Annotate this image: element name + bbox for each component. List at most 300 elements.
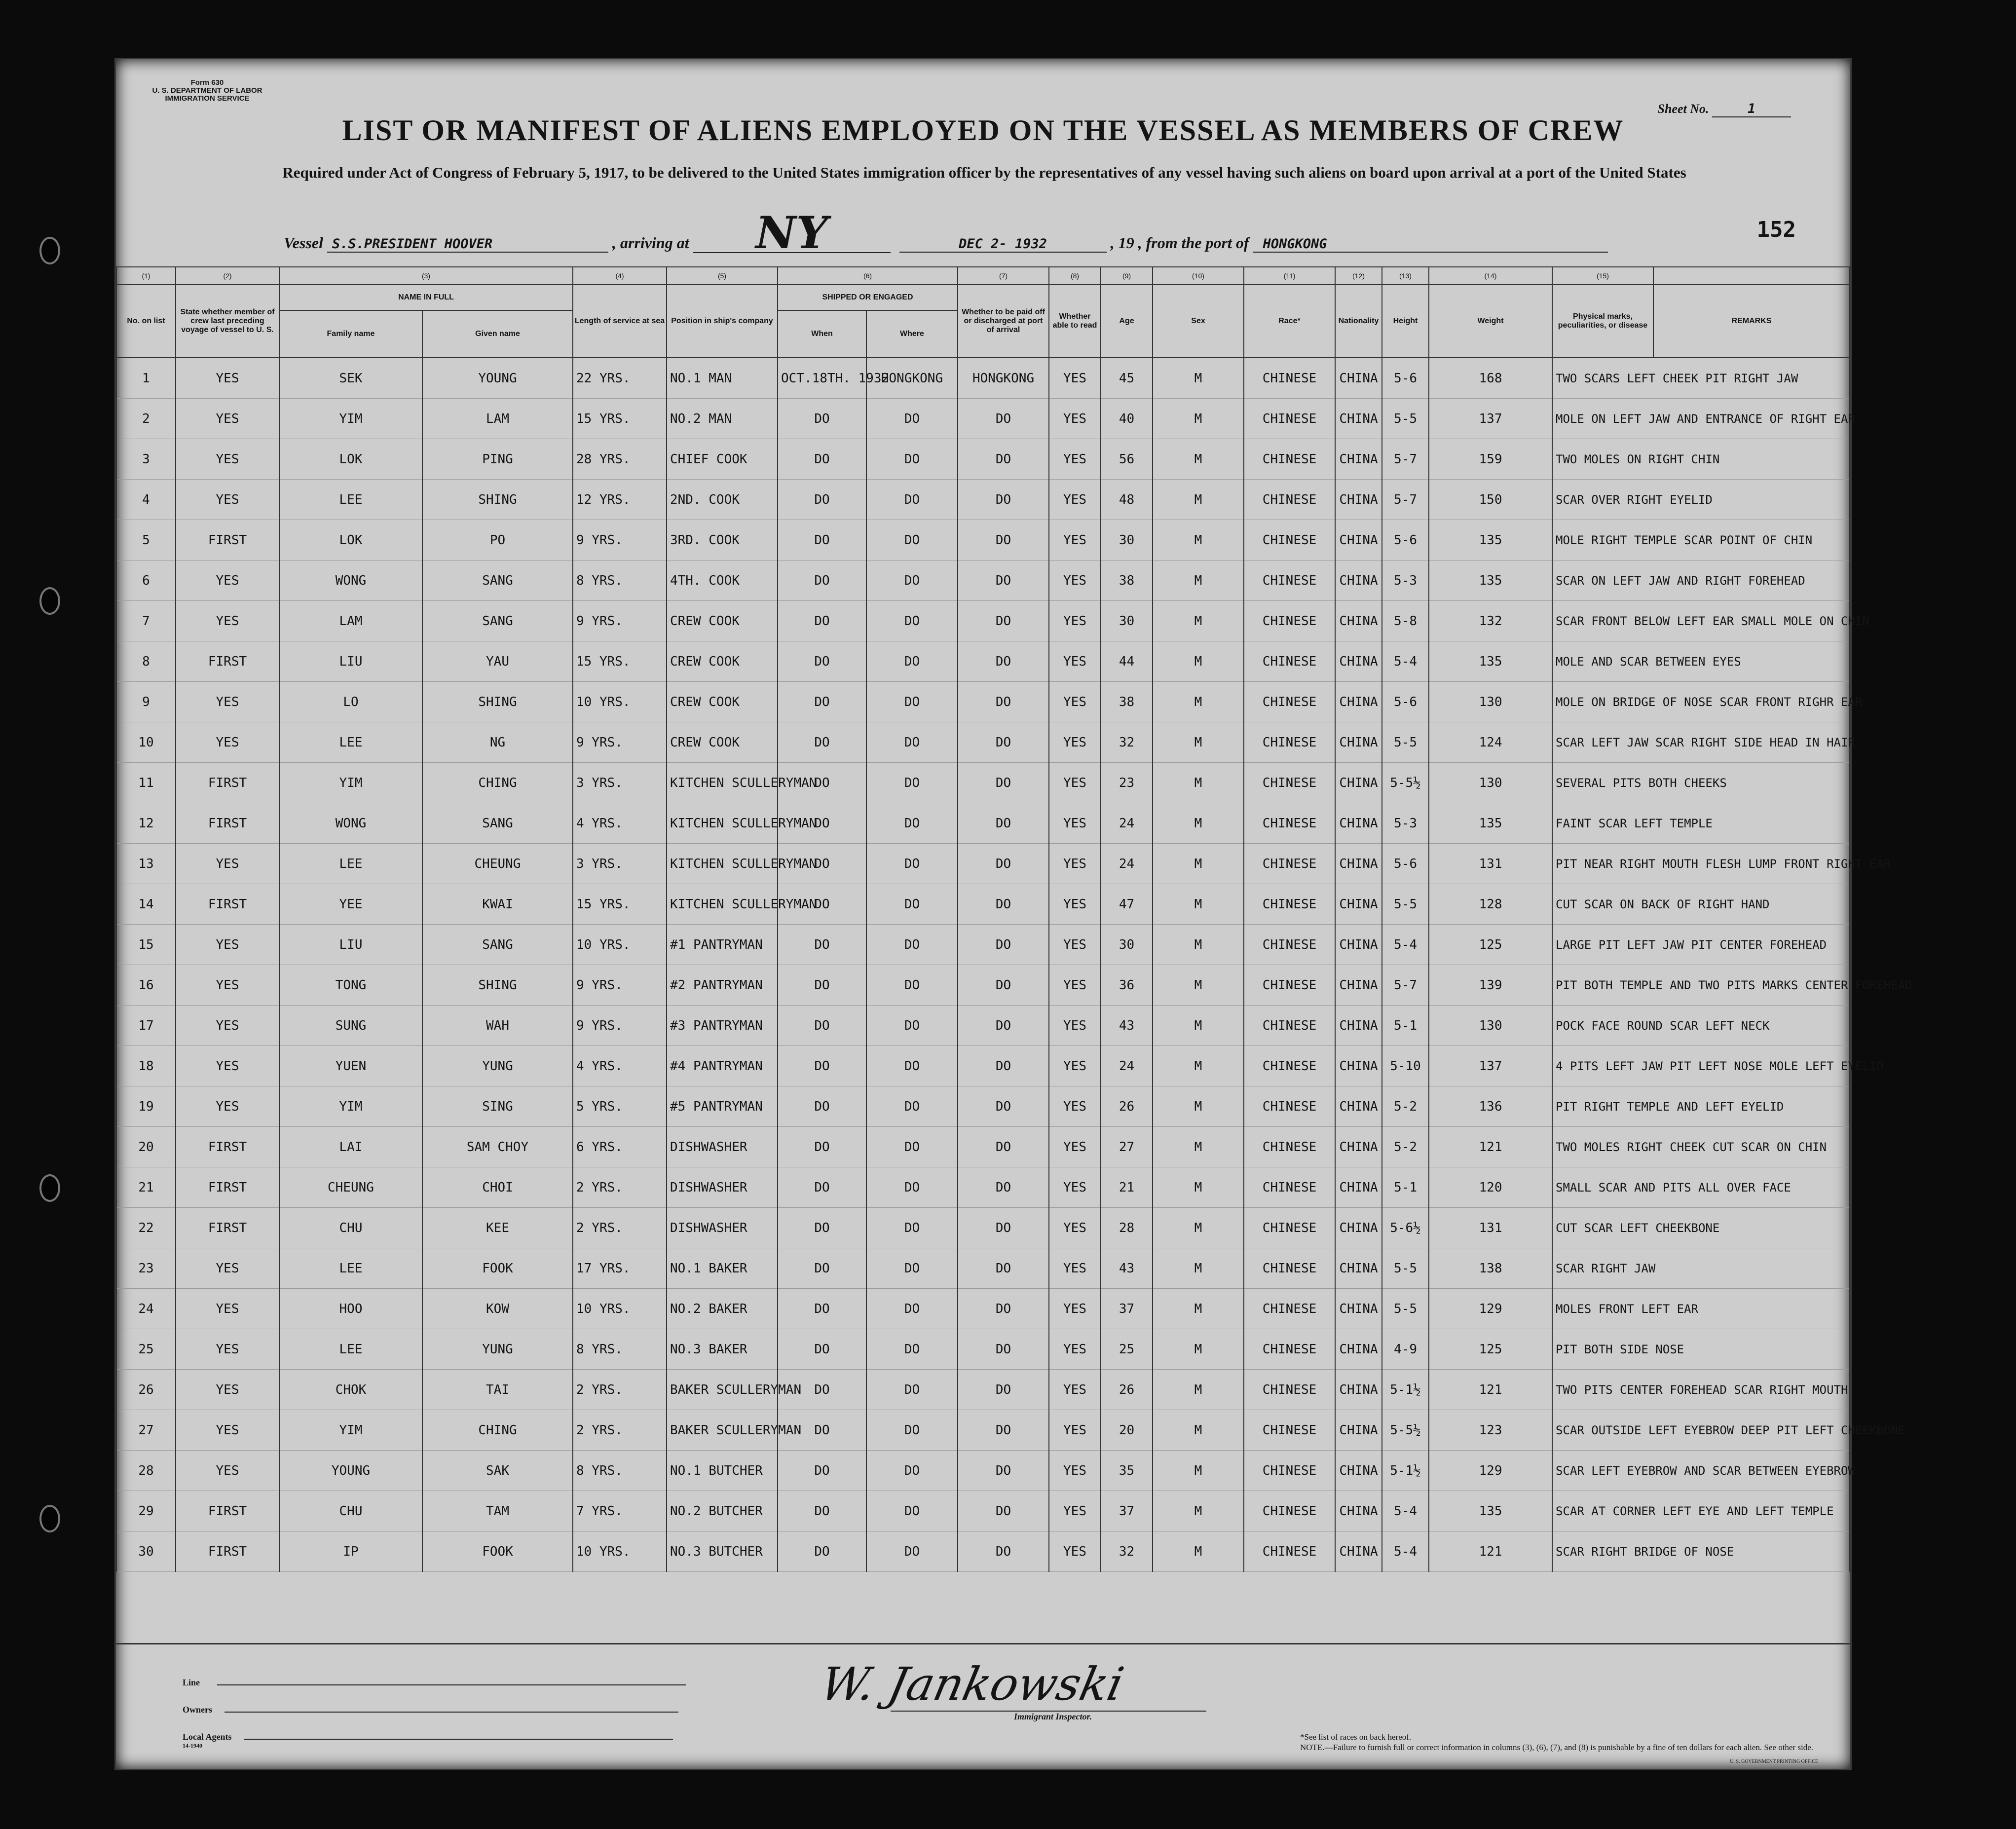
nationality: CHINA [1335, 1167, 1382, 1208]
paid-off-port: DO [958, 1006, 1049, 1046]
physical-marks: TWO PITS CENTER FOREHEAD SCAR RIGHT MOUTH [1552, 1370, 1850, 1410]
able-to-read: YES [1049, 560, 1101, 601]
header-position: Position in ship's company [667, 285, 778, 358]
paid-off-port: DO [958, 1127, 1049, 1167]
table-row [116, 1329, 1850, 1370]
table-row [116, 1006, 1850, 1046]
table-row [116, 682, 1850, 722]
shipped-when: DO [778, 601, 866, 641]
given-name: WAH [422, 1006, 573, 1046]
line-label: Line [183, 1678, 200, 1687]
sex: M [1153, 803, 1244, 844]
colnum-remarks [1653, 267, 1850, 285]
nationality: CHINA [1335, 803, 1382, 844]
sex: M [1153, 1046, 1244, 1086]
table-row [116, 965, 1850, 1006]
able-to-read: YES [1049, 1531, 1101, 1572]
shipped-where: DO [866, 439, 958, 480]
paid-off-port: DO [958, 682, 1049, 722]
shipped-when: DO [778, 1006, 866, 1046]
physical-marks: SCAR RIGHT BRIDGE OF NOSE [1552, 1531, 1850, 1572]
crew-status: YES [176, 1410, 279, 1451]
family-name: WONG [279, 803, 422, 844]
row-number: 19 [116, 1086, 176, 1127]
physical-marks: SEVERAL PITS BOTH CHEEKS [1552, 763, 1850, 803]
able-to-read: YES [1049, 884, 1101, 925]
length-of-service: 3 YRS. [573, 844, 667, 884]
table-row [116, 1208, 1850, 1248]
family-name: YIM [279, 399, 422, 439]
able-to-read: YES [1049, 1370, 1101, 1410]
shipped-where: DO [866, 1370, 958, 1410]
length-of-service: 10 YRS. [573, 1531, 667, 1572]
paid-off-port: DO [958, 1329, 1049, 1370]
height: 5-5½ [1382, 1410, 1429, 1451]
nationality: CHINA [1335, 1329, 1382, 1370]
weight: 125 [1429, 925, 1552, 965]
physical-marks: PIT BOTH TEMPLE AND TWO PITS MARKS CENTER FOREHEAD [1552, 965, 1850, 1006]
colnum-3: (3) [279, 267, 573, 285]
crew-status: YES [176, 1046, 279, 1086]
race: CHINESE [1244, 1451, 1335, 1491]
able-to-read: YES [1049, 722, 1101, 763]
shipped-where: DO [866, 560, 958, 601]
age: 26 [1101, 1370, 1153, 1410]
crew-status: FIRST [176, 1531, 279, 1572]
crew-status: YES [176, 560, 279, 601]
length-of-service: 10 YRS. [573, 682, 667, 722]
colnum-11: (11) [1244, 267, 1335, 285]
header-paid-off: Whether to be paid off or discharged at port of arrival [958, 285, 1049, 358]
crew-status: YES [176, 399, 279, 439]
height: 5-1 [1382, 1167, 1429, 1208]
row-number: 2 [116, 399, 176, 439]
table-row [116, 722, 1850, 763]
able-to-read: YES [1049, 1167, 1101, 1208]
age: 28 [1101, 1208, 1153, 1248]
weight: 135 [1429, 560, 1552, 601]
table-row [116, 1531, 1850, 1572]
crew-status: FIRST [176, 1208, 279, 1248]
paid-off-port: DO [958, 480, 1049, 520]
shipped-where: DO [866, 803, 958, 844]
race: CHINESE [1244, 1289, 1335, 1329]
height: 5-2 [1382, 1127, 1429, 1167]
age: 38 [1101, 560, 1153, 601]
race: CHINESE [1244, 1329, 1335, 1370]
shipped-when: DO [778, 1208, 866, 1248]
able-to-read: YES [1049, 1248, 1101, 1289]
height: 5-7 [1382, 439, 1429, 480]
sex: M [1153, 925, 1244, 965]
table-row [116, 358, 1850, 399]
ship-position: KITCHEN SCULLERYMAN [667, 803, 778, 844]
family-name: LEE [279, 722, 422, 763]
age: 26 [1101, 1086, 1153, 1127]
age: 27 [1101, 1127, 1153, 1167]
family-name: CHEUNG [279, 1167, 422, 1208]
weight: 137 [1429, 1046, 1552, 1086]
given-name: CHING [422, 1410, 573, 1451]
crew-status: YES [176, 1451, 279, 1491]
header-where: Where [866, 310, 958, 358]
length-of-service: 2 YRS. [573, 1208, 667, 1248]
crew-status: YES [176, 601, 279, 641]
given-name: SANG [422, 803, 573, 844]
height: 5-10 [1382, 1046, 1429, 1086]
given-name: SANG [422, 560, 573, 601]
weight: 123 [1429, 1410, 1552, 1451]
height: 5-3 [1382, 560, 1429, 601]
length-of-service: 2 YRS. [573, 1370, 667, 1410]
family-name: TONG [279, 965, 422, 1006]
shipped-where: DO [866, 399, 958, 439]
header-when: When [778, 310, 866, 358]
physical-marks: 4 PITS LEFT JAW PIT LEFT NOSE MOLE LEFT EYELID [1552, 1046, 1850, 1086]
colnum-1: (1) [116, 267, 176, 285]
nationality: CHINA [1335, 844, 1382, 884]
row-number: 27 [116, 1410, 176, 1451]
family-name: YIM [279, 763, 422, 803]
height: 5-7 [1382, 480, 1429, 520]
table-row [116, 641, 1850, 682]
paid-off-port: DO [958, 763, 1049, 803]
row-number: 14 [116, 884, 176, 925]
given-name: YUNG [422, 1046, 573, 1086]
nationality: CHINA [1335, 1046, 1382, 1086]
physical-marks: MOLE AND SCAR BETWEEN EYES [1552, 641, 1850, 682]
given-name: SHING [422, 965, 573, 1006]
paid-off-port: DO [958, 560, 1049, 601]
able-to-read: YES [1049, 358, 1101, 399]
shipped-where: DO [866, 1167, 958, 1208]
height: 5-6½ [1382, 1208, 1429, 1248]
paid-off-port: DO [958, 1289, 1049, 1329]
sex: M [1153, 399, 1244, 439]
age: 32 [1101, 722, 1153, 763]
header-given-name: Given name [422, 310, 573, 358]
age: 25 [1101, 1329, 1153, 1370]
binder-hole [39, 1174, 60, 1202]
height: 5-2 [1382, 1086, 1429, 1127]
ship-position: NO.2 BAKER [667, 1289, 778, 1329]
shipped-when: DO [778, 884, 866, 925]
row-number: 23 [116, 1248, 176, 1289]
row-number: 17 [116, 1006, 176, 1046]
ship-position: NO.3 BUTCHER [667, 1531, 778, 1572]
family-name: LO [279, 682, 422, 722]
crew-status: YES [176, 358, 279, 399]
nationality: CHINA [1335, 1370, 1382, 1410]
crew-status: FIRST [176, 641, 279, 682]
header-sex: Sex [1153, 285, 1244, 358]
weight: 131 [1429, 1208, 1552, 1248]
family-name: LEE [279, 1329, 422, 1370]
sex: M [1153, 1248, 1244, 1289]
ship-position: NO.2 BUTCHER [667, 1491, 778, 1531]
nationality: CHINA [1335, 439, 1382, 480]
crew-status: YES [176, 925, 279, 965]
able-to-read: YES [1049, 1006, 1101, 1046]
sex: M [1153, 682, 1244, 722]
physical-marks: PIT RIGHT TEMPLE AND LEFT EYELID [1552, 1086, 1850, 1127]
weight: 128 [1429, 884, 1552, 925]
able-to-read: YES [1049, 1127, 1101, 1167]
binder-hole [39, 237, 60, 264]
nationality: CHINA [1335, 722, 1382, 763]
able-to-read: YES [1049, 1086, 1101, 1127]
header-name-in-full: NAME IN FULL [279, 285, 573, 310]
paid-off-port: DO [958, 641, 1049, 682]
weight: 129 [1429, 1289, 1552, 1329]
shipped-where: DO [866, 520, 958, 560]
nationality: CHINA [1335, 1127, 1382, 1167]
paid-off-port: DO [958, 1451, 1049, 1491]
race: CHINESE [1244, 844, 1335, 884]
nationality: CHINA [1335, 601, 1382, 641]
race: CHINESE [1244, 1248, 1335, 1289]
length-of-service: 4 YRS. [573, 1046, 667, 1086]
age: 48 [1101, 480, 1153, 520]
shipped-when: DO [778, 1046, 866, 1086]
ship-position: KITCHEN SCULLERYMAN [667, 844, 778, 884]
paid-off-port: DO [958, 1410, 1049, 1451]
header-age: Age [1101, 285, 1153, 358]
table-row [116, 1491, 1850, 1531]
sex: M [1153, 1329, 1244, 1370]
crew-status: YES [176, 722, 279, 763]
age: 20 [1101, 1410, 1153, 1451]
shipped-when: DO [778, 1167, 866, 1208]
crew-status: FIRST [176, 1491, 279, 1531]
ship-position: #4 PANTRYMAN [667, 1046, 778, 1086]
age: 23 [1101, 763, 1153, 803]
physical-marks: TWO MOLES RIGHT CHEEK CUT SCAR ON CHIN [1552, 1127, 1850, 1167]
ship-position: #3 PANTRYMAN [667, 1006, 778, 1046]
race: CHINESE [1244, 399, 1335, 439]
paid-off-port: DO [958, 601, 1049, 641]
sex: M [1153, 480, 1244, 520]
nationality: CHINA [1335, 480, 1382, 520]
physical-marks: MOLE ON BRIDGE OF NOSE SCAR FRONT RIGHR EAR [1552, 682, 1850, 722]
crew-status: YES [176, 1370, 279, 1410]
shipped-where: DO [866, 884, 958, 925]
race: CHINESE [1244, 1208, 1335, 1248]
header-no-on-list: No. on list [116, 285, 176, 358]
age: 38 [1101, 682, 1153, 722]
race: CHINESE [1244, 763, 1335, 803]
family-name: HOO [279, 1289, 422, 1329]
nationality: CHINA [1335, 560, 1382, 601]
shipped-where: DO [866, 1410, 958, 1451]
line-field [183, 1678, 686, 1688]
paid-off-port: DO [958, 439, 1049, 480]
height: 5-6 [1382, 844, 1429, 884]
ship-position: #5 PANTRYMAN [667, 1086, 778, 1127]
ship-position: NO.1 MAN [667, 358, 778, 399]
shipped-when: DO [778, 844, 866, 884]
header-nationality: Nationality [1335, 285, 1382, 358]
weight: 132 [1429, 601, 1552, 641]
shipped-where: DO [866, 601, 958, 641]
row-number: 9 [116, 682, 176, 722]
sex: M [1153, 844, 1244, 884]
ship-position: DISHWASHER [667, 1167, 778, 1208]
from-port-label: , from the port of [1138, 234, 1249, 252]
physical-marks: SMALL SCAR AND PITS ALL OVER FACE [1552, 1167, 1850, 1208]
table-row [116, 925, 1850, 965]
length-of-service: 10 YRS. [573, 1289, 667, 1329]
race: CHINESE [1244, 1006, 1335, 1046]
age: 24 [1101, 844, 1153, 884]
ship-position: DISHWASHER [667, 1127, 778, 1167]
able-to-read: YES [1049, 1289, 1101, 1329]
able-to-read: YES [1049, 763, 1101, 803]
height: 5-1½ [1382, 1451, 1429, 1491]
age: 37 [1101, 1491, 1153, 1531]
table-row [116, 560, 1850, 601]
crew-status: FIRST [176, 884, 279, 925]
header-shipped: SHIPPED OR ENGAGED [778, 285, 958, 310]
row-number: 28 [116, 1451, 176, 1491]
length-of-service: 4 YRS. [573, 803, 667, 844]
row-number: 3 [116, 439, 176, 480]
given-name: CHEUNG [422, 844, 573, 884]
shipped-where: DO [866, 1248, 958, 1289]
shipped-when: DO [778, 1086, 866, 1127]
age: 32 [1101, 1531, 1153, 1572]
ship-position: KITCHEN SCULLERYMAN [667, 763, 778, 803]
row-number: 30 [116, 1531, 176, 1572]
paid-off-port: DO [958, 399, 1049, 439]
weight: 159 [1429, 439, 1552, 480]
age: 56 [1101, 439, 1153, 480]
inspector-signature-block [807, 1658, 1275, 1722]
family-name: LIU [279, 925, 422, 965]
physical-marks: MOLES FRONT LEFT EAR [1552, 1289, 1850, 1329]
race: CHINESE [1244, 1491, 1335, 1531]
ship-position: NO.1 BAKER [667, 1248, 778, 1289]
sex: M [1153, 1410, 1244, 1451]
shipped-when: DO [778, 641, 866, 682]
ship-position: #2 PANTRYMAN [667, 965, 778, 1006]
sex: M [1153, 358, 1244, 399]
able-to-read: YES [1049, 601, 1101, 641]
shipped-where: DO [866, 1329, 958, 1370]
given-name: SAK [422, 1451, 573, 1491]
binder-hole [39, 1505, 60, 1532]
height: 5-5 [1382, 722, 1429, 763]
physical-marks: CUT SCAR LEFT CHEEKBONE [1552, 1208, 1850, 1248]
paid-off-port: DO [958, 1208, 1049, 1248]
year-label: , 19 [1110, 234, 1134, 252]
shipped-when: DO [778, 1329, 866, 1370]
family-name: CHU [279, 1208, 422, 1248]
sex: M [1153, 1086, 1244, 1127]
colnum-14: (14) [1429, 267, 1552, 285]
ship-position: 4TH. COOK [667, 560, 778, 601]
height: 5-1 [1382, 1006, 1429, 1046]
colnum-4: (4) [573, 267, 667, 285]
crew-rows [116, 358, 1912, 1572]
able-to-read: YES [1049, 1451, 1101, 1491]
ship-position: KITCHEN SCULLERYMAN [667, 884, 778, 925]
race: CHINESE [1244, 641, 1335, 682]
row-number: 6 [116, 560, 176, 601]
table-row [116, 480, 1850, 520]
nationality: CHINA [1335, 399, 1382, 439]
arrival-port [693, 207, 891, 259]
header-able-read: Whether able to read [1049, 285, 1101, 358]
sex: M [1153, 641, 1244, 682]
height: 5-4 [1382, 641, 1429, 682]
departure-port: HONGKONG [1253, 236, 1608, 253]
able-to-read: YES [1049, 844, 1101, 884]
height: 5-4 [1382, 1531, 1429, 1572]
shipped-where: DO [866, 1046, 958, 1086]
agents-field [183, 1732, 673, 1750]
sex: M [1153, 601, 1244, 641]
able-to-read: YES [1049, 520, 1101, 560]
crew-status: YES [176, 1289, 279, 1329]
age: 43 [1101, 1006, 1153, 1046]
family-name: LIU [279, 641, 422, 682]
given-name: SHING [422, 682, 573, 722]
inspector-signature: W. Jankowski [816, 1658, 1128, 1711]
sex: M [1153, 560, 1244, 601]
given-name: FOOK [422, 1248, 573, 1289]
age: 30 [1101, 520, 1153, 560]
crew-status: YES [176, 1086, 279, 1127]
length-of-service: 9 YRS. [573, 601, 667, 641]
table-row [116, 884, 1850, 925]
length-of-service: 3 YRS. [573, 763, 667, 803]
given-name: PING [422, 439, 573, 480]
header-physical-marks: Physical marks, peculiarities, or disease [1552, 285, 1653, 358]
table-row [116, 1451, 1850, 1491]
page-title: LIST OR MANIFEST OF ALIENS EMPLOYED ON THE VESSEL AS MEMBERS OF CREW [342, 114, 1624, 147]
races-note: *See list of races on back hereof. [1300, 1732, 1412, 1742]
length-of-service: 15 YRS. [573, 641, 667, 682]
weight: 121 [1429, 1531, 1552, 1572]
ship-position: #1 PANTRYMAN [667, 925, 778, 965]
ship-position: DISHWASHER [667, 1208, 778, 1248]
physical-marks: SCAR LEFT JAW SCAR RIGHT SIDE HEAD IN HAIR [1552, 722, 1850, 763]
inspector-label: Immigrant Inspector. [1014, 1712, 1092, 1721]
row-number: 8 [116, 641, 176, 682]
sex: M [1153, 520, 1244, 560]
table-row [116, 803, 1850, 844]
physical-marks: SCAR OVER RIGHT EYELID [1552, 480, 1850, 520]
crew-status: FIRST [176, 1127, 279, 1167]
able-to-read: YES [1049, 641, 1101, 682]
colnum-13: (13) [1382, 267, 1429, 285]
shipped-when: DO [778, 1451, 866, 1491]
table-row [116, 1086, 1850, 1127]
shipped-when: DO [778, 682, 866, 722]
weight: 121 [1429, 1370, 1552, 1410]
nationality: CHINA [1335, 884, 1382, 925]
physical-marks: SCAR RIGHT JAW [1552, 1248, 1850, 1289]
table-row [116, 763, 1850, 803]
sex: M [1153, 1451, 1244, 1491]
sex: M [1153, 1289, 1244, 1329]
nationality: CHINA [1335, 1531, 1382, 1572]
weight: 135 [1429, 520, 1552, 560]
shipped-where: HONGKONG [866, 358, 958, 399]
race: CHINESE [1244, 1410, 1335, 1451]
shipped-when: DO [778, 763, 866, 803]
